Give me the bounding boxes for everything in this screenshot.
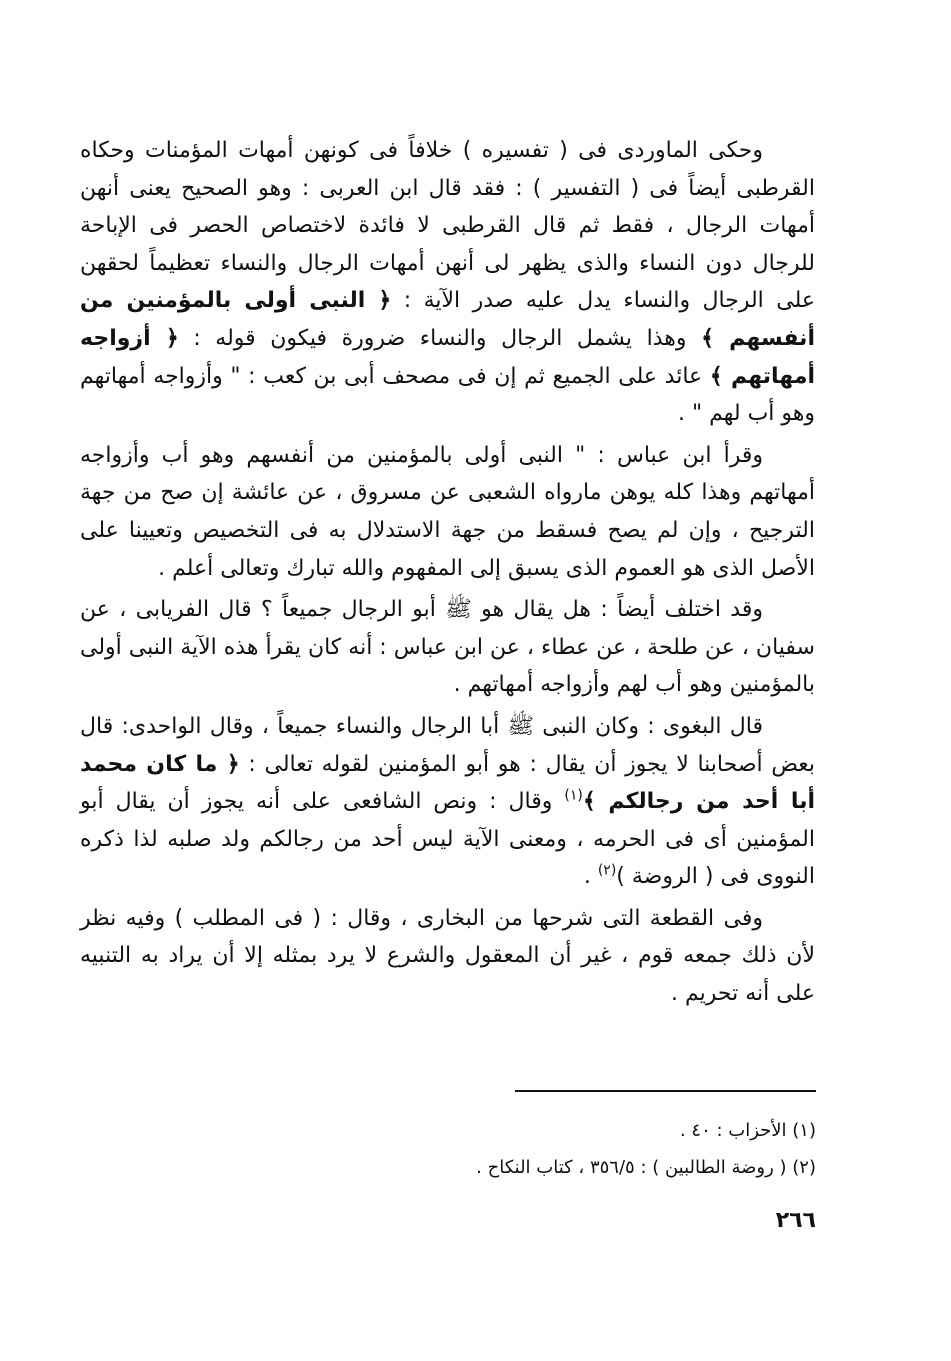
text-run: . [583,864,598,890]
main-text [80,132,815,1017]
paragraph [80,132,815,433]
quran-quote: ﴿ أزواجه أمهاتهم ﴾ [80,325,815,389]
footnote-reference: (١) [564,787,583,804]
paragraph [80,591,815,704]
footnote-separator [515,1090,816,1092]
footnote-1: (١) الأحزاب : ٤٠ . [679,1120,816,1141]
paragraph [80,900,815,1013]
text-run: عائد على الجميع ثم إن فى مصحف أبى بن كعب : " وأزواجه أمهاتهم وهو أب لهم " . [80,363,815,427]
text-run: قال البغوى : وكان النبى ﷺ أبا الرجال والنساء جميعاً ، وقال الواحدى: قال بعض أصحابنا لا يجوز أن يقال : هو أبو المؤمنين لقوله تعالى : [80,713,816,777]
footnote-2: (٢) ( روضة الطالبين ) : ٣٥٦/٥ ، كتاب النكاح . [476,1157,816,1178]
quran-quote: ﴿ النبى أولى بالمؤمنين من أنفسهم ﴾ [80,288,815,351]
paragraph [80,708,815,896]
text-run: وفى القطعة التى شرحها من البخارى ، وقال : ( فى المطلب ) وفيه نظر لأن ذلك جمعه قوم ، غير أن المعقول والشرع لا يرد بمثله إلا أن يراد به التنبيه على أنه تحريم . [80,905,815,1007]
text-run: وقد اختلف أيضاً : هل يقال هو ﷺ أبو الرجال جميعاً ؟ قال الفريابى ، عن سفيان ، عن طلحة ، عن عطاء ، عن ابن عباس : أنه كان يقرأ هذه الآية النبى أولى بالمؤمنين وهو أب لهم وأزواجه أمهاتهم . [80,597,815,698]
paragraph [80,437,815,587]
text-run: وهذا يشمل الرجال والنساء ضرورة فيكون قوله : [178,325,702,351]
page-number: ٢٦٦ [775,1208,816,1233]
footnote-reference: (٢) [597,862,617,879]
text-run: وقال : ونص الشافعى على أنه يجوز أن يقال أبو المؤمنين أى فى الحرمه ، ومعنى الآية ليس أحد من رجالكم ولد صلبه لذا ذكره النووى فى ( الروضة ) [80,789,815,890]
footnotes [400,1112,816,1186]
quran-quote: ﴿ ما كان محمد أبا أحد من رجالكم ﴾ [80,751,815,815]
text-run: وحكى الماوردى فى ( تفسيره ) خلافاً فى كونهن أمهات المؤمنات وحكاه القرطبى أيضاً فى ( التفسير ) : فقد قال ابن العربى : وهو الصحيح يعنى أنهن أمهات الرجال ، فقط ثم قال القرطبى لا فائدة لاختصاص الحصر فى الإباحة للرجال دون النساء والذى يظهر لى أنهن أمهات الرجال والنساء تعظيماً لحقهن على الرجال والنساء يدل عليه صدر الآية : [80,138,816,314]
text-run: وقرأ ابن عباس : " النبى أولى بالمؤمنين من أنفسهم وهو أب وأزواجه أمهاتهم وهذا كله يوهن مارواه الشعبى عن مسروق ، عن عائشة إن صح من جهة الترجيح ، وإن لم يصح فسقط من جهة الاستدلال به فى التخصيص وتعيينا على الأصل الذى هو العموم الذى يسبق إلى المفهوم والله تبارك وتعالى أعلم . [80,442,815,581]
